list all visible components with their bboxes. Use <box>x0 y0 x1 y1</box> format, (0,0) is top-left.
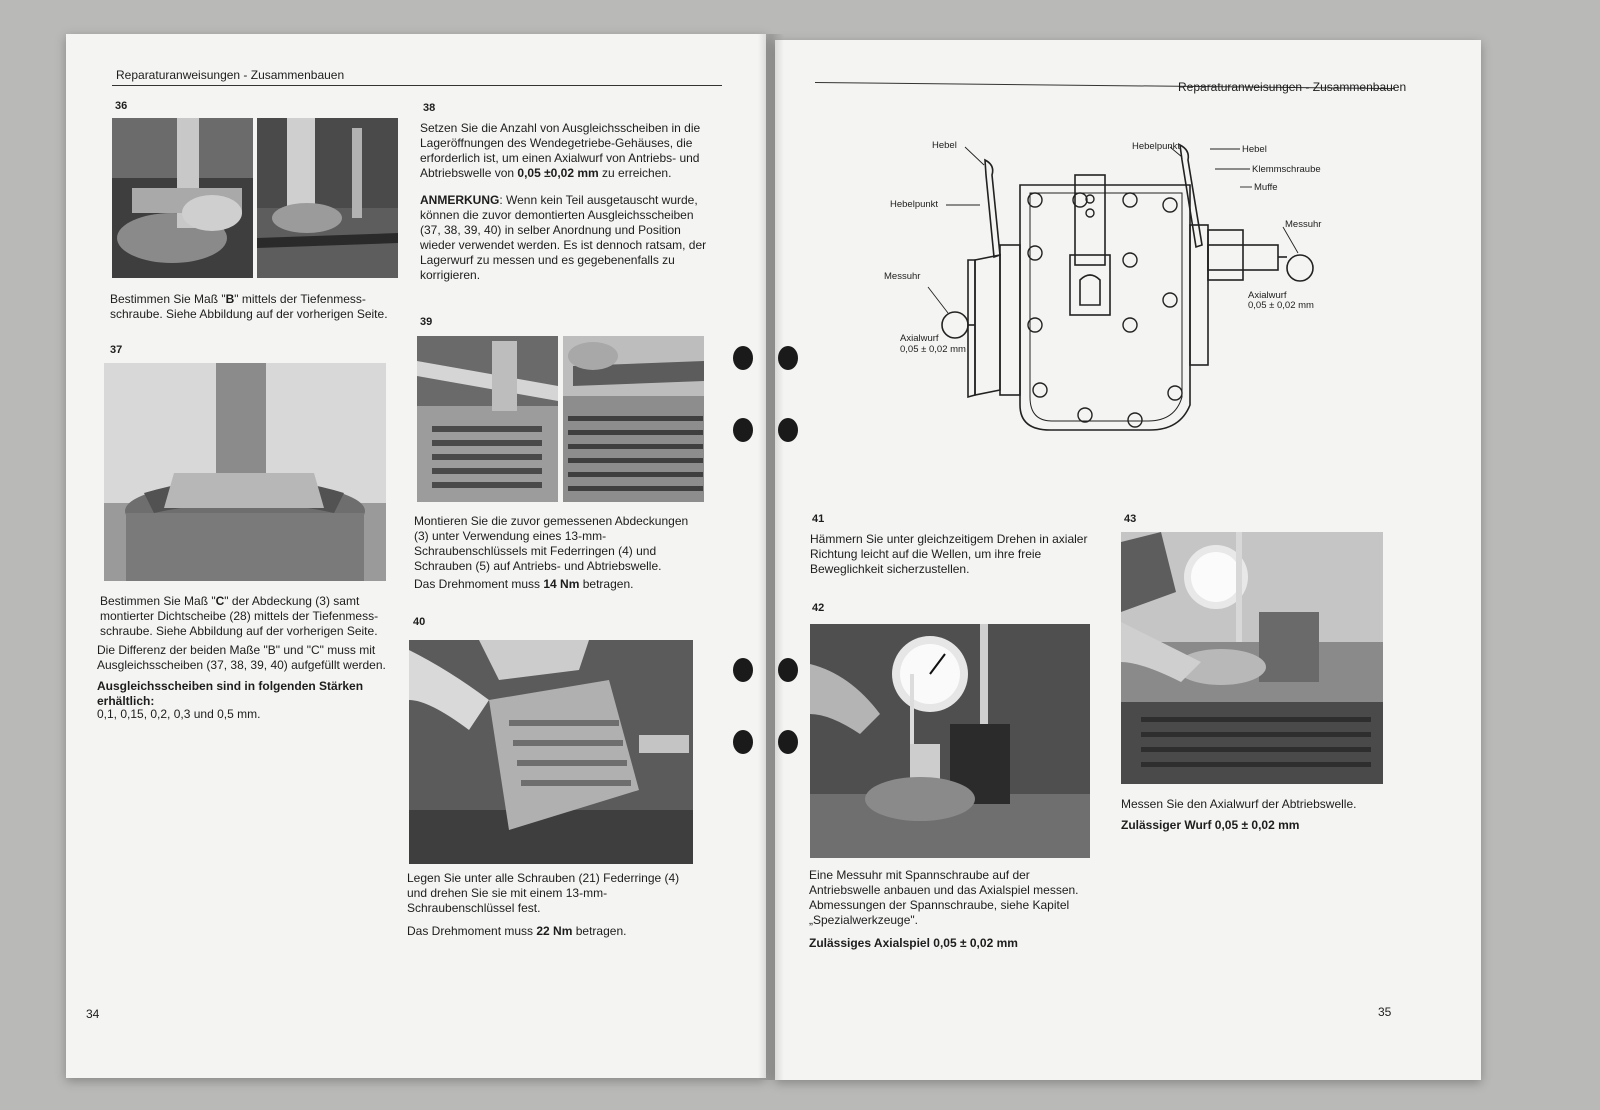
header-rule <box>112 85 722 86</box>
step-36-text: Bestimmen Sie Maß "B" mittels der Tiefenmess-schraube. Siehe Abbildung auf der vorherigen Seite. <box>110 292 388 321</box>
punch-hole <box>778 730 798 754</box>
page-header-right: Reparaturanweisungen - Zusammenbauen <box>1178 80 1407 94</box>
photo-step-36a <box>112 118 253 278</box>
label-messuhr-right: Messuhr <box>1285 219 1322 230</box>
step-38-text1: Setzen Sie die Anzahl von Ausgleichsscheiben in die Lageröffnungen des Wendegetriebe-Gehäuses, die erforderlich ist, um einen Axialwurf von Antriebs- und Abtriebswelle von 0,05 ±0,02 mm zu erreichen. <box>420 121 701 180</box>
punch-hole <box>778 418 798 442</box>
step-number: 38 <box>423 102 436 114</box>
step-number: 41 <box>812 513 825 525</box>
step-37-text4: 0,1, 0,15, 0,2, 0,3 und 0,5 mm. <box>97 707 261 721</box>
label-hebelpunkt: Hebelpunkt <box>890 199 939 210</box>
step-number: 37 <box>110 344 123 356</box>
step-42-text2: Zulässiges Axialspiel 0,05 ± 0,02 mm <box>809 936 1018 950</box>
page-header-left: Reparaturanweisungen - Zusammenbauen <box>116 68 345 82</box>
photo-step-42 <box>810 624 1090 858</box>
step-number: 36 <box>115 100 128 112</box>
photo-step-37 <box>104 363 386 581</box>
label-hebel-right: Hebel <box>1242 144 1267 155</box>
photo-step-40 <box>409 640 693 864</box>
step-37-text1: Bestimmen Sie Maß "C" der Abdeckung (3) samt montierter Dichtscheibe (28) mittels der Tiefenmess-schraube. Siehe Abbildung auf der vorherigen Seite. <box>100 594 379 638</box>
page-number-left: 34 <box>86 1007 100 1021</box>
book-spine <box>758 34 784 1080</box>
punch-hole <box>733 418 753 442</box>
photo-step-39b <box>563 336 704 502</box>
page-number-right: 35 <box>1378 1005 1392 1019</box>
punch-hole <box>778 346 798 370</box>
step-number: 43 <box>1124 513 1137 525</box>
step-43-text1: Messen Sie den Axialwurf der Abtriebswelle. <box>1121 797 1357 811</box>
step-38-text2: ANMERKUNG: Wenn kein Teil ausgetauscht wurde, können die zuvor demontierten Ausgleichsscheiben (37, 38, 39, 40) in selber Anordnung und Position wieder verwendet werden. Es ist dennoch ratsam, der Lagerwurf zu messen und es gegebenenfalls zu korrigieren. <box>420 193 707 282</box>
punch-hole <box>733 730 753 754</box>
step-43-text2: Zulässiger Wurf 0,05 ± 0,02 mm <box>1121 818 1300 832</box>
label-hebelpunkt-right: Hebelpunkt <box>1132 141 1181 152</box>
assembly-diagram <box>880 135 1330 445</box>
step-40-text1: Legen Sie unter alle Schrauben (21) Federringe (4) und drehen Sie sie mit einem 13-mm-Schraubenschlüssel fest. <box>407 871 680 915</box>
step-37-text2: Die Differenz der beiden Maße "B" und "C" muss mit Ausgleichsscheiben (37, 38, 39, 40) aufgefüllt werden. <box>97 643 386 672</box>
step-41-text: Hämmern Sie unter gleichzeitigem Drehen in axialer Richtung leicht auf die Wellen, um ihre freie Beweglichkeit sicherzustellen. <box>810 532 1088 576</box>
step-number: 40 <box>413 616 426 628</box>
photo-step-39a <box>417 336 558 502</box>
step-39-text2: Das Drehmoment muss 14 Nm betragen. <box>414 577 634 591</box>
photo-step-43 <box>1121 532 1383 784</box>
step-37-text3: Ausgleichsscheiben sind in folgenden Stärken erhältlich: <box>97 679 364 708</box>
label-klemmschraube: Klemmschraube <box>1252 164 1321 175</box>
punch-hole <box>733 346 753 370</box>
label-axialwurf: Axialwurf <box>900 333 939 344</box>
label-axialwurf-right: Axialwurf <box>1248 290 1287 301</box>
step-number: 39 <box>420 316 433 328</box>
label-axialwurf-value: 0,05 ± 0,02 mm <box>900 344 966 355</box>
photo-step-36b <box>257 118 398 278</box>
step-number: 42 <box>812 602 825 614</box>
label-axialwurf-right-value: 0,05 ± 0,02 mm <box>1248 300 1314 311</box>
punch-hole <box>733 658 753 682</box>
label-muffe: Muffe <box>1254 182 1278 193</box>
label-hebel: Hebel <box>932 140 957 151</box>
step-40-text2: Das Drehmoment muss 22 Nm betragen. <box>407 924 627 938</box>
label-messuhr: Messuhr <box>884 271 921 282</box>
step-42-text1: Eine Messuhr mit Spannschraube auf der Antriebswelle anbauen und das Axialspiel messen. Abmessungen der Spannschraube, siehe Kapitel „Spezialwerkzeuge". <box>809 868 1079 927</box>
step-39-text1: Montieren Sie die zuvor gemessenen Abdeckungen (3) unter Verwendung eines 13-mm-Schraubenschlüssels mit Federringen (4) und Schrauben (5) auf Antriebs- und Abtriebswelle. <box>414 514 689 573</box>
punch-hole <box>778 658 798 682</box>
